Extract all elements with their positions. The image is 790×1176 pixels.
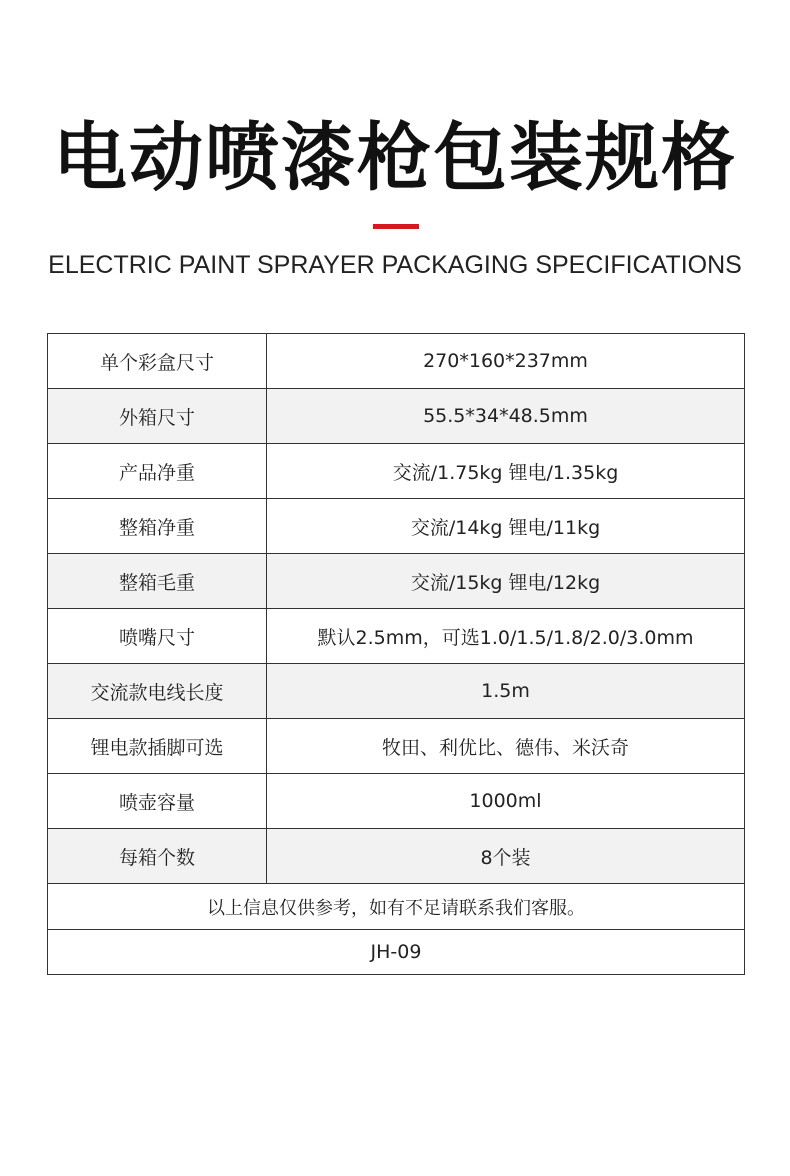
table-row — [48, 774, 745, 829]
table-row — [48, 609, 745, 664]
spec-value: 交流/14kg 锂电/11kg — [267, 499, 745, 554]
spec-table — [47, 333, 745, 975]
table-row — [48, 389, 745, 444]
table-row-model — [48, 930, 745, 975]
spec-value: 55.5*34*48.5mm — [267, 389, 745, 444]
spec-label: 每箱个数 — [48, 829, 267, 884]
spec-value: 8个装 — [267, 829, 745, 884]
spec-value: 交流/1.75kg 锂电/1.35kg — [267, 444, 745, 499]
table-row — [48, 829, 745, 884]
spec-label: 单个彩盒尺寸 — [48, 334, 267, 389]
page-title: 电动喷漆枪包装规格 — [53, 115, 737, 201]
table-row — [48, 719, 745, 774]
table-row — [48, 444, 745, 499]
spec-label: 整箱净重 — [48, 499, 267, 554]
page-subtitle: ELECTRIC PAINT SPRAYER PACKAGING SPECIFICATIONS — [48, 251, 742, 279]
spec-label: 锂电款插脚可选 — [48, 719, 267, 774]
spec-value: 1000ml — [267, 774, 745, 829]
spec-label: 喷嘴尺寸 — [48, 609, 267, 664]
table-row-note — [48, 884, 745, 930]
spec-value: 牧田、利优比、德伟、米沃奇 — [267, 719, 745, 774]
table-row — [48, 664, 745, 719]
spec-value: 交流/15kg 锂电/12kg — [267, 554, 745, 609]
model-number: JH-09 — [48, 930, 745, 975]
table-row — [48, 499, 745, 554]
spec-value: 270*160*237mm — [267, 334, 745, 389]
spec-label: 交流款电线长度 — [48, 664, 267, 719]
spec-label: 整箱毛重 — [48, 554, 267, 609]
disclaimer-note: 以上信息仅供参考，如有不足请联系我们客服。 — [48, 884, 745, 930]
spec-label: 喷壶容量 — [48, 774, 267, 829]
spec-value: 1.5m — [267, 664, 745, 719]
title-accent-bar — [373, 224, 419, 229]
table-row — [48, 334, 745, 389]
table-row — [48, 554, 745, 609]
spec-label: 外箱尺寸 — [48, 389, 267, 444]
spec-label: 产品净重 — [48, 444, 267, 499]
spec-value: 默认2.5mm，可选1.0/1.5/1.8/2.0/3.0mm — [267, 609, 745, 664]
